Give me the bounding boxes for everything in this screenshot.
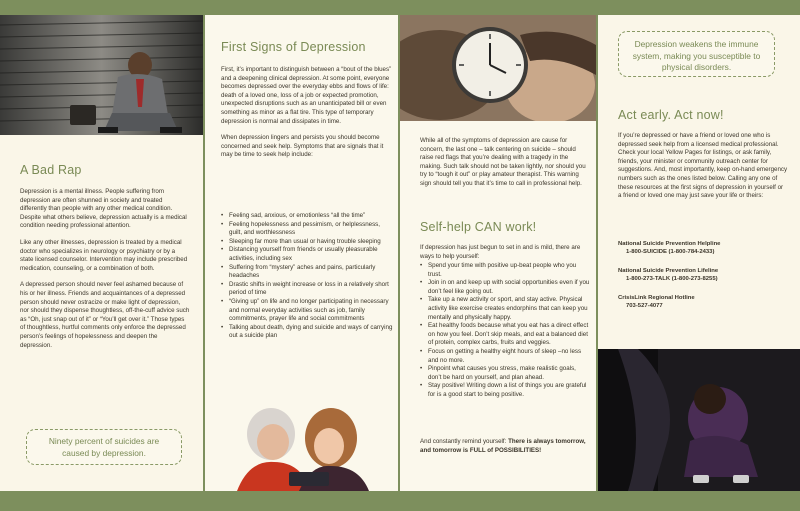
- hotline-list: [618, 240, 788, 310]
- hotline-name: National Suicide Prevention Helpline: [618, 241, 721, 247]
- panel1-callout: Ninety percent of suicides are caused by depression.: [26, 429, 182, 465]
- list-item: • Take up a new activity or sport, and stay active. Physical activity like exercise creates endorphins that can keep you mentally and physically happy.: [420, 296, 590, 322]
- panel4-callout: Depression weakens the immune system, making you susceptible to physical disorders.: [618, 31, 775, 77]
- closing-bold: There is always tomorrow, and tomorrow is FULL of POSSIBILITIES!: [420, 438, 586, 454]
- symptom-list: [221, 212, 393, 341]
- list-item: • Stay positive! Writing down a list of things you are grateful for is a good start to being positive.: [420, 382, 590, 399]
- top-band: [0, 0, 800, 15]
- panel2-title: First Signs of Depression: [221, 40, 366, 54]
- list-item: • Eat healthy foods because what you eat has a direct effect on how you feel. Don’t skip meals, and eat a balanced diet of protein, complex carbs, fruits and veggies.: [420, 322, 590, 348]
- list-item: • Focus on getting a healthy eight hours of sleep –no less and no more.: [420, 348, 590, 365]
- list-item: • Suffering from “mystery” aches and pains, particularly headaches: [221, 264, 393, 281]
- hotline-number[interactable]: 1-800-273-TALK (1-800-273-8255): [626, 276, 718, 283]
- hotline-item: [618, 240, 788, 257]
- hotline-name: CrisisLink Regional Hotline: [618, 294, 695, 301]
- panel1-paragraph: Depression is a mental illness. People suffering from depression are often shunned in society and treated differently than people with any other medical condition. Despite what others believe, depression actually is a medical condition needing professional attention.: [20, 188, 187, 230]
- list-item: • Talking about death, dying and suicide and ways of carrying out a suicide plan: [221, 324, 393, 341]
- panel3-title: Self-help CAN work!: [420, 220, 537, 234]
- tips-list: [420, 262, 590, 400]
- photo-sad-girl: [598, 349, 800, 491]
- list-item: • Sleeping far more than usual or having trouble sleeping: [221, 238, 393, 247]
- list-item: • Drastic shifts in weight increase or loss in a relatively short period of time: [221, 281, 393, 298]
- bottom-band: [0, 491, 800, 511]
- panel1-title: A Bad Rap: [20, 163, 82, 177]
- panel4-title: Act early. Act now!: [618, 108, 724, 122]
- panel1-paragraph: A depressed person should never feel ashamed because of his or her illness. Friends and acquaintances of a depressed person should never ostracize or make light of depression, nor should they dispense thoughtless, off-the-cuff advice such as “Oh, just snap out of it” or “You’ll get over it.” Those types of thoughtless, hurtful comments only enforce the depressed person’s feelings of hopelessness and deepen the depression.: [20, 281, 190, 349]
- panel3-closing: [420, 438, 588, 455]
- list-item: • Feeling hopelessness and pessimism, or helplessness, guilt, and worthlessness: [221, 221, 393, 238]
- hotline-number[interactable]: 1-800-SUICIDE (1-800-784-2433): [626, 249, 715, 256]
- hotline-item: [618, 294, 788, 311]
- panel-act-early: [598, 15, 800, 491]
- panel2-paragraph: When depression lingers and persists you should become concerned and seek help. Symptoms that are signals that it may be time to seek help include:: [221, 134, 384, 159]
- list-item: • “Giving up” on life and no longer participating in necessary and normal everyday activities such as job, family commitments, prayer life and social commitments: [221, 298, 393, 324]
- list-item: • Spend your time with positive up-beat people who you trust.: [420, 262, 590, 279]
- panel1-paragraph: Like any other illnesses, depression is treated by a medical doctor who specializes in neurology or psychiatry or by a state licensed counselor. Intervention may include prescribed medication, counseling, or a combination of both.: [20, 238, 188, 272]
- closing-plain: And constantly remind yourself:: [420, 438, 507, 445]
- hotline-name: National Suicide Prevention Lifeline: [618, 267, 719, 274]
- panel-self-help: [400, 15, 596, 491]
- panel2-body: [221, 66, 393, 168]
- hotline-item: [618, 267, 788, 284]
- list-item: • Distancing yourself from friends or usually pleasurable activities, including sex: [221, 246, 393, 263]
- photo-two-women: [219, 390, 389, 491]
- list-item: • Feeling sad, anxious, or emotionless “all the time”: [221, 212, 393, 221]
- photo-man-on-stairs: [0, 15, 203, 135]
- panel2-paragraph: First, it’s important to distinguish between a “bout of the blues” and a deepening clinical depression. At some point, everyone becomes depressed over the everyday ebbs and flows of life: death of a loved one, loss of a job or expected promotion, unexpected disruptions such as an unanticipated bill or even something as minor as a flat tire. This type of temporary depression is normal and dissipates in time.: [221, 66, 392, 125]
- panel3-lead: If depression has just begun to set in and is mild, there are ways to help yourself:: [420, 244, 581, 260]
- panel1-body: [20, 188, 190, 358]
- panel-a-bad-rap: [0, 15, 203, 491]
- panel-first-signs: [205, 15, 398, 491]
- list-item: • Pinpoint what causes you stress, make realistic goals, don’t be hard on yourself, and plan ahead.: [420, 365, 590, 382]
- panel4-body: If you’re depressed or have a friend or loved one who is depressed seek help from a licensed medical professional. Check your local Yellow Pages for listings, or ask family, friends, your minister or community outreach center for suggestions. And, most importantly, keep on-hand emergency numbers such as the ones listed below. Calling any one of these resources at the first signs of depression in yourself or a friend or loved one may just save your life or theirs:: [618, 132, 788, 200]
- photo-woman-with-clock: [400, 15, 596, 121]
- panel3-intro: While all of the symptoms of depression are cause for concern, the last one – talk centering on suicide – should raise red flags that you’re dealing with a tragedy in the making. Such talk should not be taken lightly, nor should you try to “tough it out” or play amateur therapist. This warning sign should tell you that it’s time to call in professional help.: [420, 137, 586, 187]
- list-item: • Join in on and keep up with social opportunities even if you don’t feel like going out.: [420, 279, 590, 296]
- hotline-number[interactable]: 703-527-4077: [626, 303, 663, 310]
